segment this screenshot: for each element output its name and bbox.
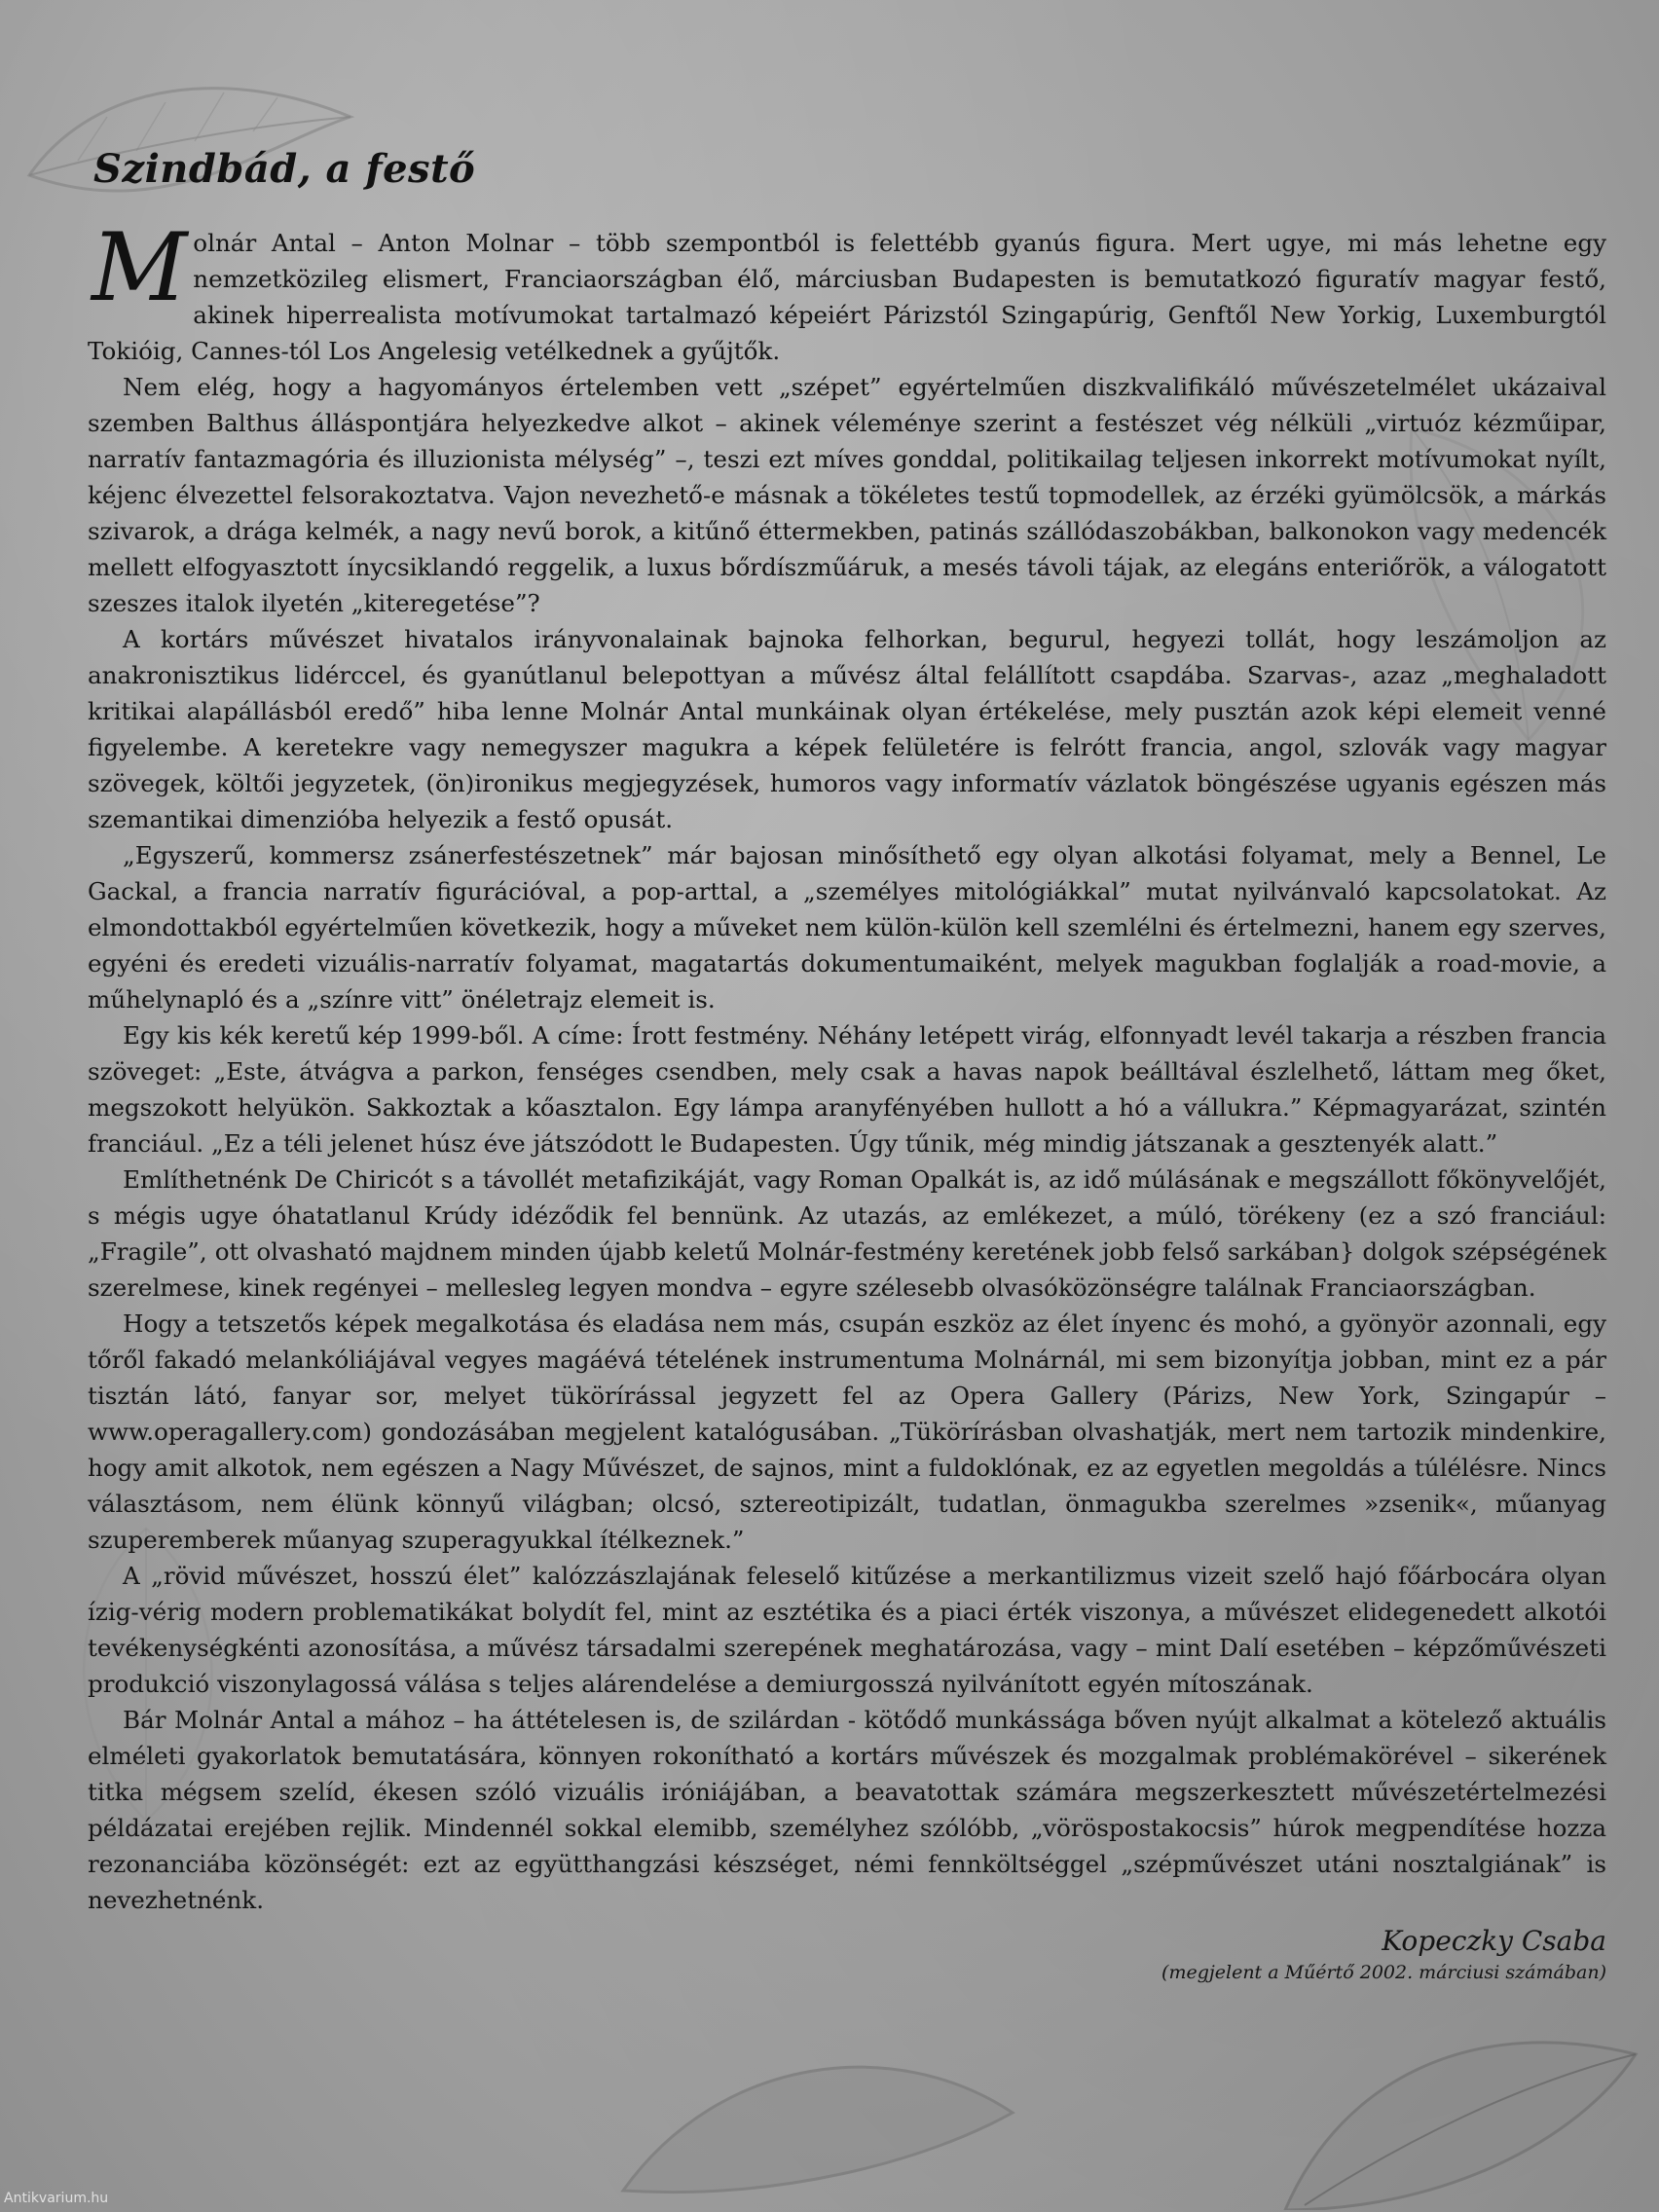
- paragraph-5: Egy kis kék keretű kép 1999-ből. A címe: Írott festmény. Néhány letépett virág, elfonnyadt levél takarja a részben francia szöveget: „Este, átvágva a parkon, fenséges csendben, mely csak a havas napok beálltával észlelhető, láttam meg őket, megszokott helyükön. Sakkoztak a kőasztalon. Egy lámpa aranyfényében hullott a hó a vállukra.” Képmagyarázat, szintén franciául. „Ez a téli jelenet húsz éve játszódott le Budapesten. Úgy tűnik, még mindig játszanak a gesztenyék alatt.”: [88, 1021, 1606, 1158]
- paragraph-3: A kortárs művészet hivatalos irányvonalainak bajnoka felhorkan, begurul, hegyezi tollát, hogy leszámoljon az anakronisztikus lidérccel, és gyanútlanul belepottyan a művész által felállított csapdába. Szarvas-, azaz „meghaladott kritikai alapállásból eredő” hiba lenne Molnár Antal munkáinak olyan értékelése, mely pusztán azok képi elemeit venné figyelembe. A keretekre vagy nemegyszer magukra a képek felületére is felrótt francia, angol, szlovák vagy magyar szövegek, költői jegyzetek, (ön)ironikus megjegyzések, humoros vagy informatív vázlatok böngészése ugyanis egészen más szemantikai dimenzióba helyezik a festő opusát.: [88, 625, 1606, 833]
- paragraph-2: Nem elég, hogy a hagyományos értelemben vett „szépet” egyértelműen diszkvalifikáló művészetelmélet ukázaival szemben Balthus álláspontjára helyezkedve alkot – akinek véleménye szerint a festészet vég nélküli „virtuóz kézműipar, narratív fantazmagória és illuzionista mélység” –, teszi ezt míves gonddal, politikailag teljesen inkorrekt motívumokat nyílt, kéjenc élvezettel felsorakoztatva. Vajon nevezhető-e másnak a tökéletes testű topmodellek, az érzéki gyümölcsök, a márkás szivarok, a drága kelmék, a nagy nevű borok, a kitűnő éttermekben, patinás szállódaszobákban, balkonokon vagy medencék mellett elfogyasztott ínycsiklandó reggelik, a luxus bőrdíszműáruk, a mesés távoli tájak, az elegáns enteriőrök, a válogatott szeszes italok ilyetén „kiteregetése”?: [88, 373, 1606, 617]
- article-title: Szindbád, a festő: [93, 146, 476, 192]
- paragraph-1: [88, 213, 1606, 369]
- article-body: [88, 213, 1606, 1918]
- paragraph-6: Említhetnénk De Chiricót s a távollét metafizikáját, vagy Roman Opalkát is, az idő múlásának e megszállott főkönyvelőjét, s mégis ugye óhatatlanul Krúdy idéződik fel bennünk. Az utazás, az emlékezet, a múló, törékeny (ez a szó franciául: „Fragile”, ott olvasható majdnem minden újabb keletű Molnár-festmény keretének jobb felső sarkában} dolgok szépségének szerelmese, kinek regényei – mellesleg legyen mondva – egyre szélesebb olvasóközönségre találnak Franciaországban.: [88, 1165, 1606, 1302]
- paragraph-4: „Egyszerű, kommersz zsánerfestészetnek” már bajosan minősíthető egy olyan alkotási folyamat, mely a Bennel, Le Gackal, a francia narratív figurációval, a pop-arttal, a „személyes mitológiákkal” mutat nyilvánvaló kapcsolatokat. Az elmondottakból egyértelműen következik, hogy a műveket nem külön-külön kell szemlélni és értelmezni, hanem egy szerves, egyéni és eredeti vizuális-narratív folyamat, magatartás dokumentumaiként, melyek magukban foglalják a road-movie, a műhelynapló és a „színre vitt” önéletrajz elemeit is.: [88, 841, 1606, 1014]
- author-signature: Kopeczky Csaba: [1382, 1925, 1606, 1957]
- leaf-decoration-bottom-icon: [604, 1996, 1655, 2210]
- paragraph-8: A „rövid művészet, hosszú élet” kalózzászlajának feleselő kitűzése a merkantilizmus vizeit szelő hajó főárbocára olyan ízig-vérig modern problematikákat bolydít fel, mint az esztétika és a piaci érték viszonya, a művészet elidegenedett alkotói tevékenységkénti azonosítása, a művész társadalmi szerepének meghatározása, vagy – mint Dalí esetében – képzőművészeti produkció viszonylagossá válása s teljes alárendelése a demiurgosszá nyilvánított egyén mítoszának.: [88, 1562, 1606, 1698]
- article: [88, 146, 1606, 1986]
- paragraph-7: Hogy a tetszetős képek megalkotása és eladása nem más, csupán eszköz az élet ínyenc és mohó, a gyönyör azonnali, egy tőről fakadó melankóliájával vegyes magáévá tételének instrumentuma Molnárnál, mi sem bizonyítja jobban, mint ez a pár tisztán látó, fanyar sor, melyet tükörírással jegyzett fel az Opera Gallery (Párizs, New York, Szingapúr – www.operagallery.com) gondozásában megjelent katalógusában. „Tükörírásban olvashatják, mert nem tartozik mindenkire, hogy amit alkotok, nem egészen a Nagy Művészet, de sajnos, mint a fuldoklónak, ez az egyetlen megoldás a túlélésre. Nincs választásom, nem élünk könnyű világban; olcsó, sztereotipizált, tudatlan, önmagukba szerelmes »zsenik«, műanyag szuperemberek műanyag szuperagyukkal ítélkeznek.”: [88, 1309, 1606, 1554]
- source-note: (megjelent a Műértő 2002. márciusi számában): [1161, 1962, 1606, 1983]
- drop-cap: M: [92, 213, 188, 322]
- watermark: Antikvarium.hu: [4, 2191, 109, 2206]
- paragraph-text: olnár Antal – Anton Molnar – több szempontból is felettébb gyanús figura. Mert ugye, mi más lehetne egy nemzetközileg elismert, Franciaországban élő, márciusban Budapesten is bemutatkozó figuratív magyar festő, akinek hiperrealista motívumokat tartalmazó képeiért Párizstól Szingapúrig, Genftől New Yorkig, Luxemburgtól Tokióig, Cannes-tól Los Angelesig vetélkednek a gyűjtők.: [88, 229, 1606, 365]
- paragraph-9: Bár Molnár Antal a mához – ha áttételesen is, de szilárdan - kötődő munkássága bőven nyújt alkalmat a kötelező aktuális elméleti gyakorlatok bemutatására, könnyen rokonítható a kortárs művészek és mozgalmak problémakörével – sikerének titka mégsem szelíd, ékesen szóló vizuális iróniájában, a beavatottak számára megszerkesztett művészetértelmezési példázatai erejében rejlik. Mindennél sokkal elemibb, személyhez szólóbb, „vöröspostakocsis” húrok megpendítése hozza rezonanciába közönségét: ezt az együtthangzási készséget, némi fennköltséggel „szépművészet utáni nosztalgiának” is nevezhetnénk.: [88, 1706, 1606, 1914]
